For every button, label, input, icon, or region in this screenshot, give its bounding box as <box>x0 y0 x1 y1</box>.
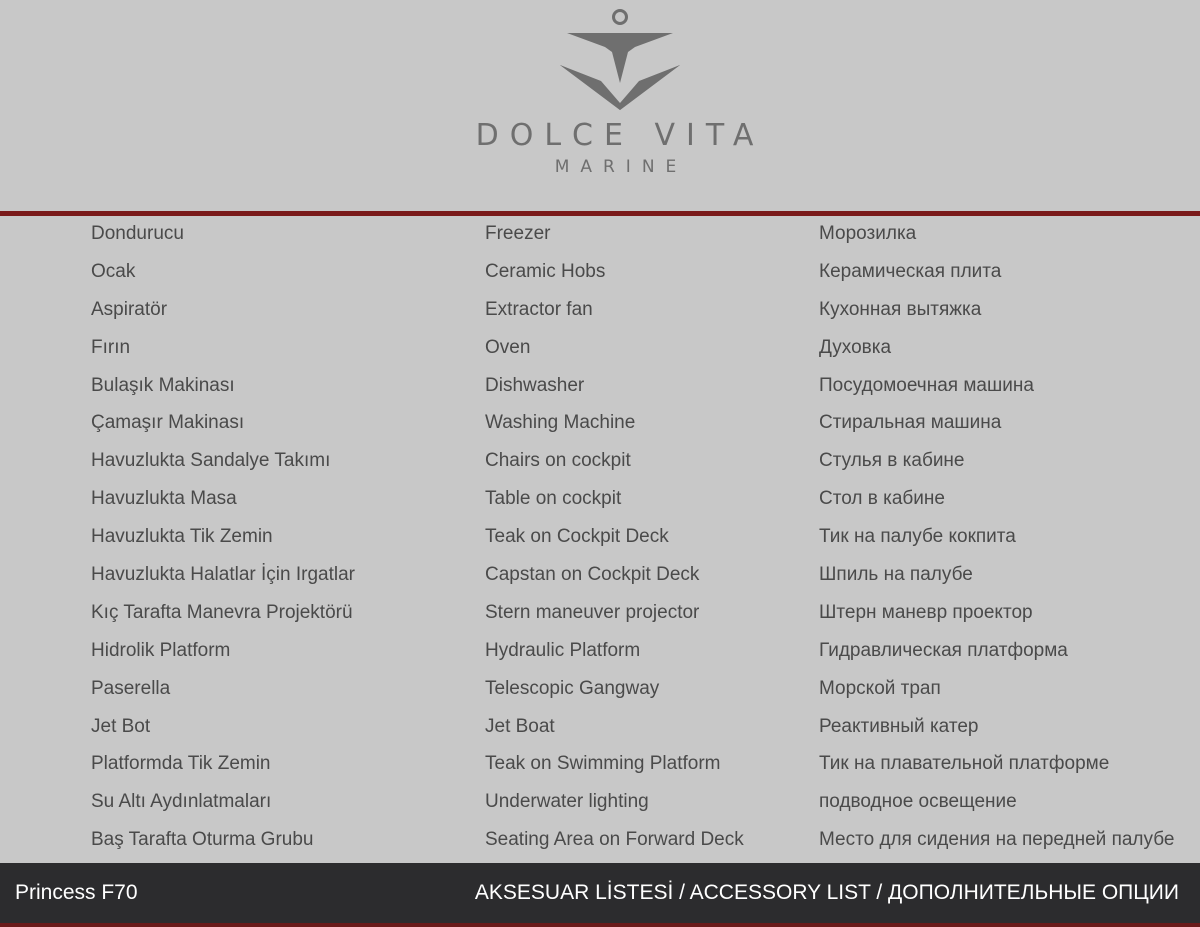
table-row <box>0 785 1200 823</box>
turkish-label: Fırın <box>91 336 131 358</box>
russian-label: Шпиль на палубе <box>819 564 973 586</box>
table-row <box>0 331 1200 369</box>
russian-label: Место для сидения на передней палубе <box>819 829 1175 851</box>
russian-label: Тик на палубе кокпита <box>819 526 1016 548</box>
model-name: Princess F70 <box>15 881 138 904</box>
footer-bottom-line <box>0 923 1200 927</box>
english-label: Ceramic Hobs <box>485 260 606 282</box>
turkish-label: Dondurucu <box>91 223 184 244</box>
turkish-label: Havuzlukta Tik Zemin <box>91 526 273 548</box>
footer-bar <box>0 863 1200 923</box>
table-row <box>0 520 1200 558</box>
russian-label: Морской трап <box>819 677 941 699</box>
brand-name: DOLCE VITA <box>475 118 765 153</box>
russian-label: Штерн маневр проектор <box>819 601 1033 623</box>
turkish-label: Havuzlukta Sandalye Takımı <box>91 450 331 472</box>
table-row <box>0 823 1200 861</box>
accessory-table <box>0 217 1200 862</box>
table-row <box>0 406 1200 444</box>
english-label: Dishwasher <box>485 374 585 396</box>
list-title: AKSESUAR LİSTESİ / ACCESSORY LIST / ДОПОЛНИТЕЛЬНЫЕ ОПЦИИ <box>474 881 1179 904</box>
english-label: Teak on Cockpit Deck <box>485 526 669 548</box>
turkish-label: Jet Bot <box>91 715 151 737</box>
english-label: Oven <box>485 336 531 358</box>
table-row <box>0 369 1200 407</box>
table-row <box>0 747 1200 785</box>
english-label: Seating Area on Forward Deck <box>485 829 744 851</box>
table-row <box>0 217 1200 255</box>
english-label: Hydraulic Platform <box>485 639 641 661</box>
header-divider <box>0 211 1200 216</box>
russian-label: Кухонная вытяжка <box>819 298 982 320</box>
turkish-label: Ocak <box>91 260 136 282</box>
english-label: Chairs on cockpit <box>485 450 631 472</box>
russian-label: Керамическая плита <box>819 260 1002 282</box>
table-row <box>0 482 1200 520</box>
russian-label: Посудомоечная машина <box>819 374 1034 396</box>
english-label: Underwater lighting <box>485 791 649 813</box>
table-row <box>0 255 1200 293</box>
russian-label: Гидравлическая платформа <box>819 639 1068 661</box>
table-row <box>0 710 1200 748</box>
turkish-label: Aspiratör <box>91 298 168 320</box>
english-label: Table on cockpit <box>485 488 622 510</box>
russian-label: подводное освещение <box>819 791 1017 813</box>
table-row <box>0 558 1200 596</box>
turkish-label: Baş Tarafta Oturma Grubu <box>91 829 314 851</box>
turkish-label: Havuzlukta Halatlar İçin Irgatlar <box>91 564 355 586</box>
brand-subtitle: MARINE <box>554 157 688 177</box>
russian-label: Реактивный катер <box>819 715 979 737</box>
english-label: Stern maneuver projector <box>485 601 700 623</box>
russian-label: Тик на плавательной платформе <box>819 753 1110 775</box>
russian-label: Стиральная машина <box>819 412 1002 434</box>
table-row <box>0 444 1200 482</box>
turkish-label: Çamaşır Makinası <box>91 412 245 434</box>
table-row <box>0 634 1200 672</box>
header <box>0 0 1200 210</box>
turkish-label: Havuzlukta Masa <box>91 488 237 510</box>
anchor-wings-logo-icon <box>555 5 685 115</box>
turkish-label: Paserella <box>91 677 171 699</box>
russian-label: Духовка <box>819 336 892 358</box>
english-label: Jet Boat <box>485 715 555 737</box>
russian-label: Стол в кабине <box>819 488 945 510</box>
turkish-label: Platformda Tik Zemin <box>91 753 271 775</box>
english-label: Telescopic Gangway <box>485 677 660 699</box>
english-label: Washing Machine <box>485 412 636 434</box>
english-label: Extractor fan <box>485 298 593 320</box>
turkish-label: Bulaşık Makinası <box>91 374 235 396</box>
english-label: Teak on Swimming Platform <box>485 753 721 775</box>
turkish-label: Kıç Tarafta Manevra Projektörü <box>91 601 353 623</box>
russian-label: Стулья в кабине <box>819 450 965 472</box>
english-label: Freezer <box>485 223 551 244</box>
turkish-label: Hidrolik Platform <box>91 639 231 661</box>
table-row <box>0 596 1200 634</box>
turkish-label: Su Altı Aydınlatmaları <box>91 791 272 813</box>
english-label: Capstan on Cockpit Deck <box>485 564 700 586</box>
table-row <box>0 672 1200 710</box>
russian-label: Морозилка <box>819 223 917 244</box>
table-row <box>0 293 1200 331</box>
